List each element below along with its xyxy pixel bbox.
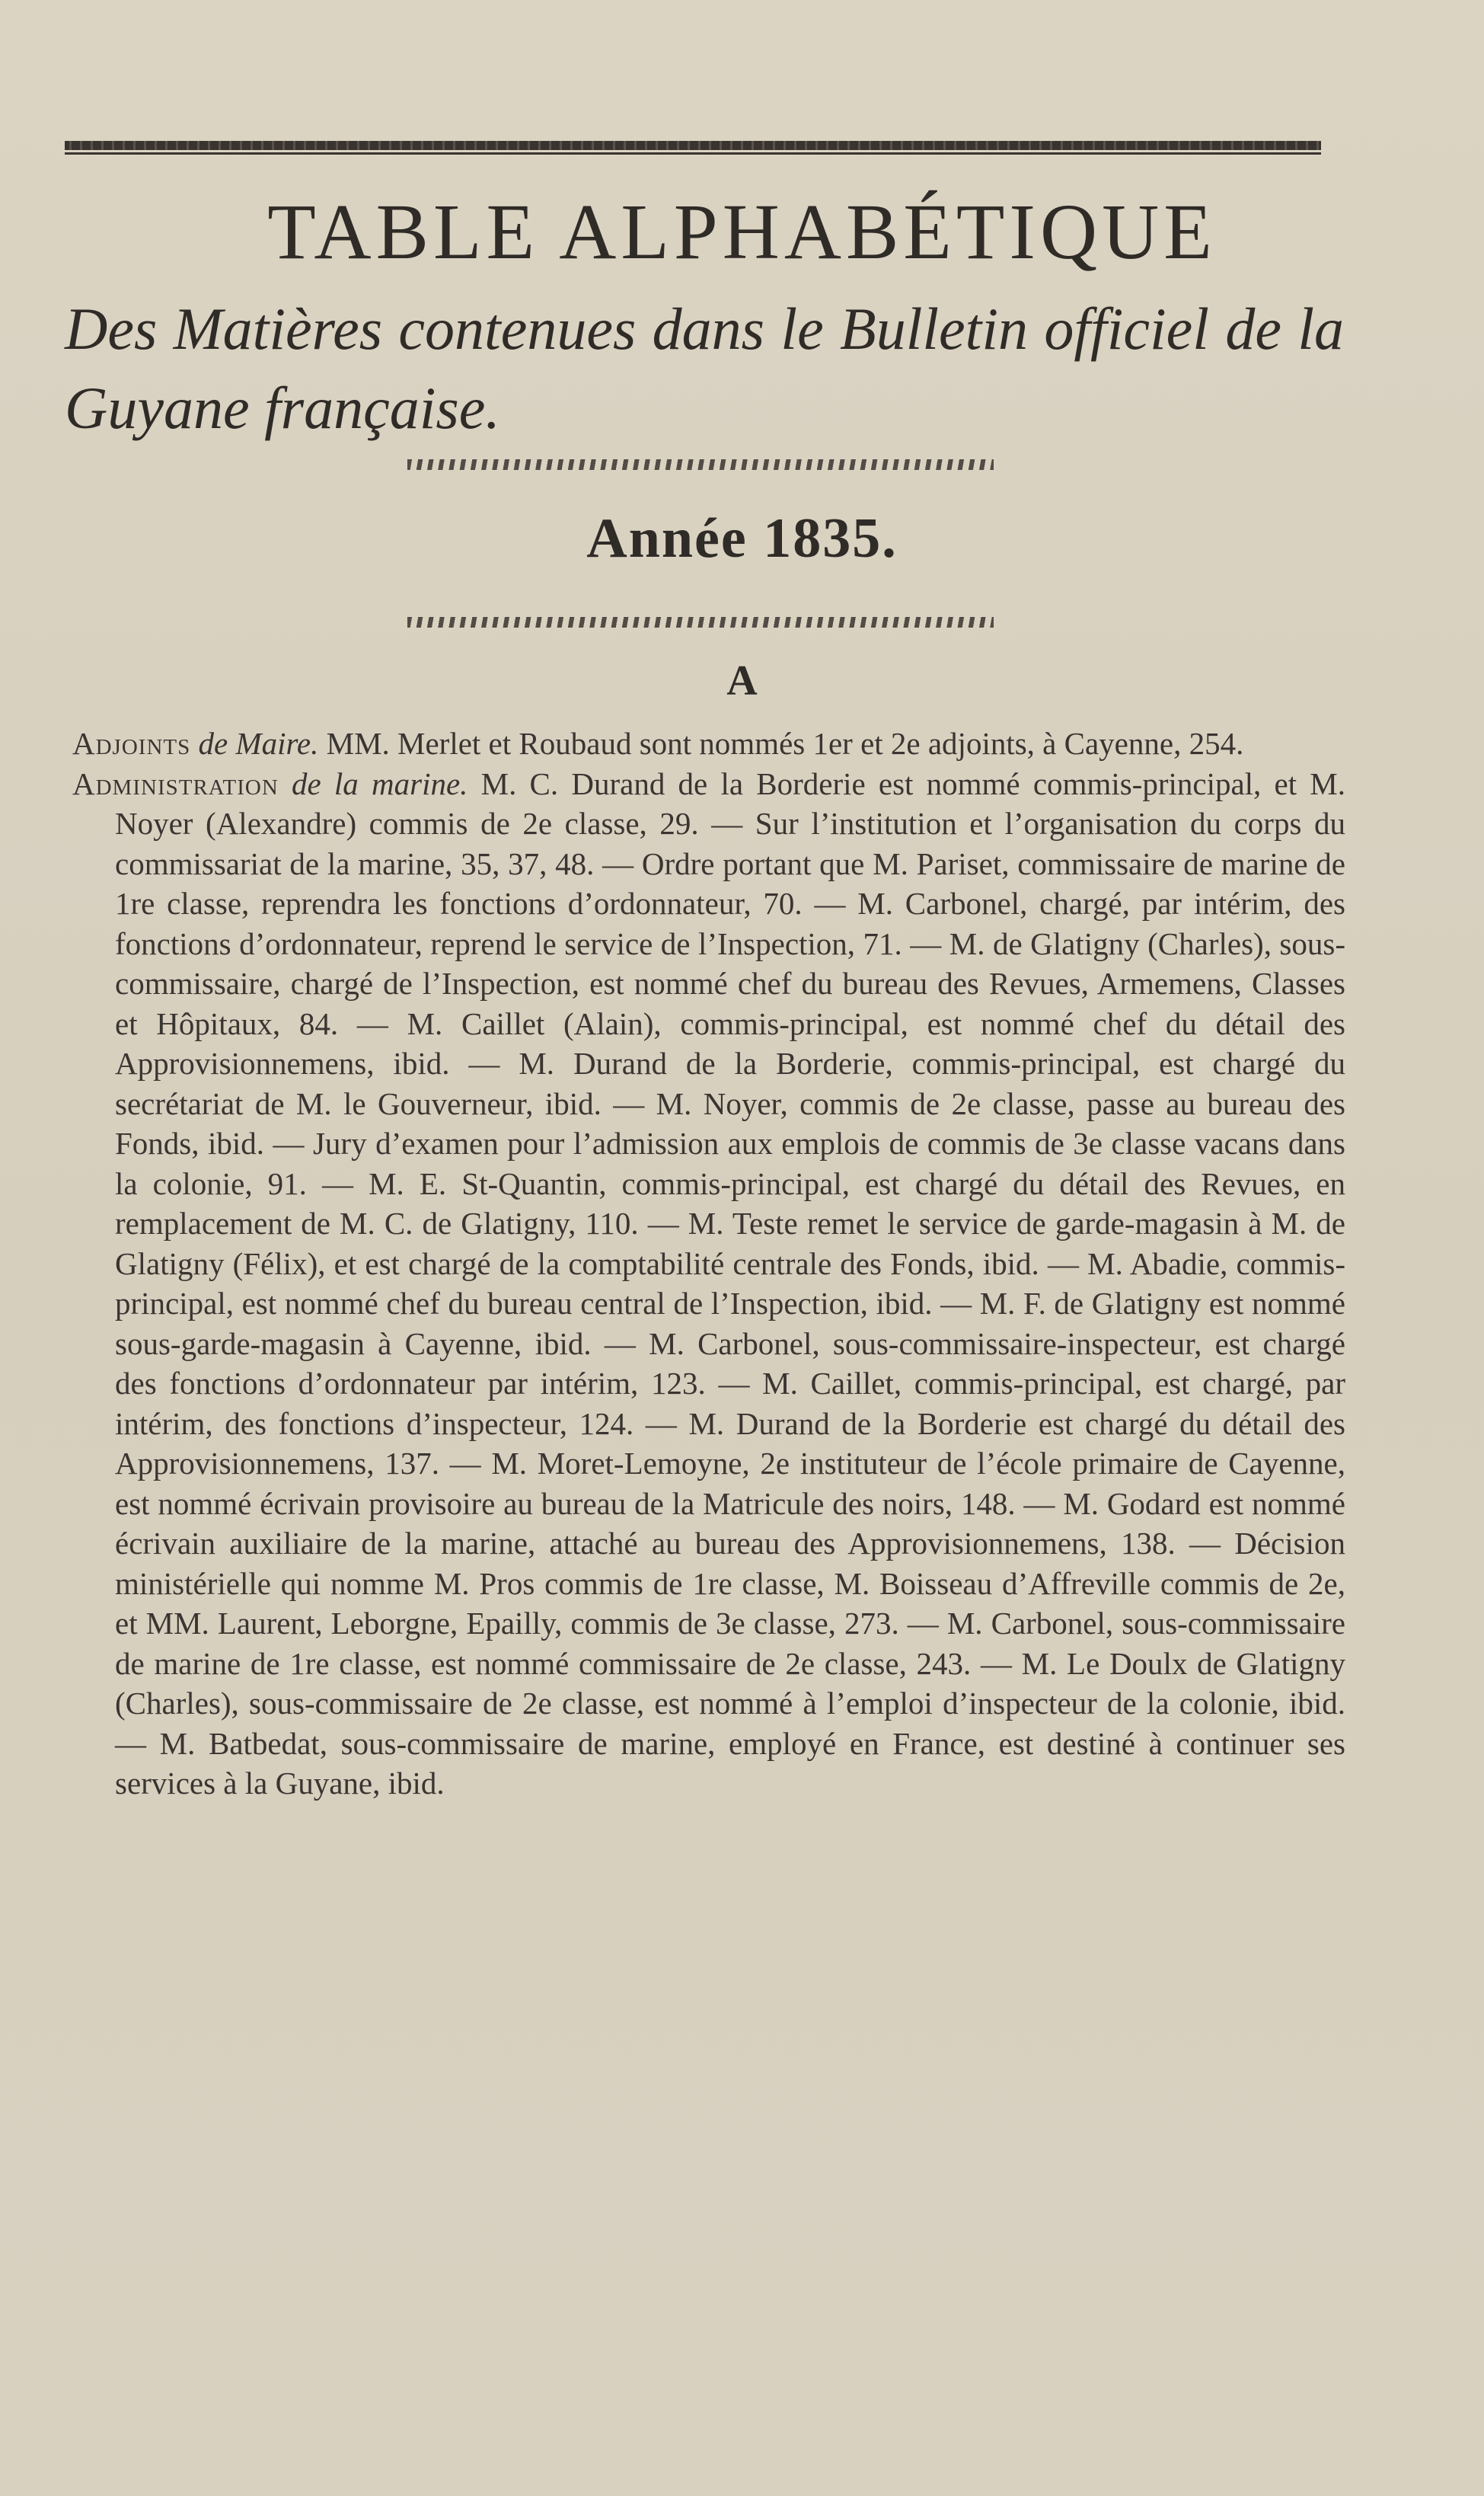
entry-head: Administration bbox=[72, 765, 279, 801]
entry-head-sub: de Maire. bbox=[198, 726, 319, 761]
thick-rule bbox=[65, 141, 1321, 150]
thin-rule bbox=[65, 152, 1321, 155]
index-entry-adjoints bbox=[72, 724, 1345, 764]
section-letter: A bbox=[726, 657, 758, 705]
top-double-rule bbox=[65, 141, 1321, 155]
page-subtitle: Des Matières contenues dans le Bulletin officiel de la Guyane française. bbox=[65, 296, 1344, 441]
entry-head-sub: de la marine. bbox=[292, 765, 468, 801]
index-entries bbox=[72, 724, 1345, 1804]
entry-text: M. C. Durand de la Borderie est nommé commis-principal, et M. Noyer (Alexandre) commis de 2e classe, 29. — Sur l’institution et l’organisation du corps du commissariat de la marine, 35, 37, 48. — Ordre portant que M. Pariset, commissaire de marine de 1re classe, reprendra les fonctions d’ordonnateur, 70. — M. Carbonel, chargé, par intérim, des fonctions d’ordonnateur, reprend le service de l’Inspection, 71. — M. de Glatigny (Charles), sous-commissaire, chargé de l’Inspection, est nommé chef du bureau des Revues, Armemens, Classes et Hôpitaux, 84. — M. Caillet (Alain), commis-principal, est nommé chef du détail des Approvisionnemens, ibid. — M. Durand de la Borderie, commis-principal, est chargé du secrétariat de M. le Gouverneur, ibid. — M. Noyer, commis de 2e classe, passe au bureau des Fonds, ibid. — Jury d’examen pour l’admission aux emplois de commis de 3e classe vacans dans la colonie, 91. — M. E. St-Quantin, commis-principal, est chargé du détail des Revues, en remplacement de M. C. de Glatigny, 110. — M. Teste remet le service de garde-magasin à M. de Glatigny (Félix), et est chargé de la comptabilité centrale des Fonds, ibid. — M. Abadie, commis-principal, est nommé chef du bureau central de l’Inspection, ibid. — M. F. de Glatigny est nommé sous-garde-magasin à Cayenne, ibid. — M. Carbonel, sous-commissaire-inspecteur, est chargé des fonctions d’ordonnateur par intérim, 123. — M. Caillet, commis-principal, est chargé, par intérim, des fonctions d’inspecteur, 124. — M. Durand de la Borderie est chargé du détail des Approvisionnemens, 137. — M. Moret-Lemoyne, 2e instituteur de l’école primaire de Cayenne, est nommé écrivain provisoire au bureau de la Matricule des noirs, 148. — M. Godard est nommé écrivain auxiliaire de la marine, attaché au bureau des Approvisionnemens, 138. — Décision ministérielle qui nomme M. Pros commis de 1re classe, M. Boisseau d’Affreville commis de 2e, et MM. Laurent, Leborgne, Epailly, commis de 3e classe, 273. — M. Carbonel, sous-commissaire de marine de 1re classe, est nommé commissaire de 2e classe, 243. — M. Le Doulx de Glatigny (Charles), sous-commissaire de 2e classe, est nommé à l’emploi d’inspecteur de la colonie, ibid. — M. Batbedat, sous-commissaire de marine, employé en France, est destiné à continuer ses services à la Guyane, ibid. bbox=[115, 765, 1346, 1801]
ornamental-rule-upper bbox=[407, 459, 994, 470]
entry-head: Adjoints bbox=[72, 726, 191, 761]
year-heading: Année 1835. bbox=[586, 507, 898, 570]
ornamental-rule-lower bbox=[407, 617, 994, 628]
index-entry-administration bbox=[72, 764, 1345, 1804]
page-title: TABLE ALPHABÉTIQUE bbox=[267, 188, 1217, 276]
entry-text: MM. Merlet et Roubaud sont nommés 1er et 2e adjoints, à Cayenne, 254. bbox=[326, 726, 1244, 761]
